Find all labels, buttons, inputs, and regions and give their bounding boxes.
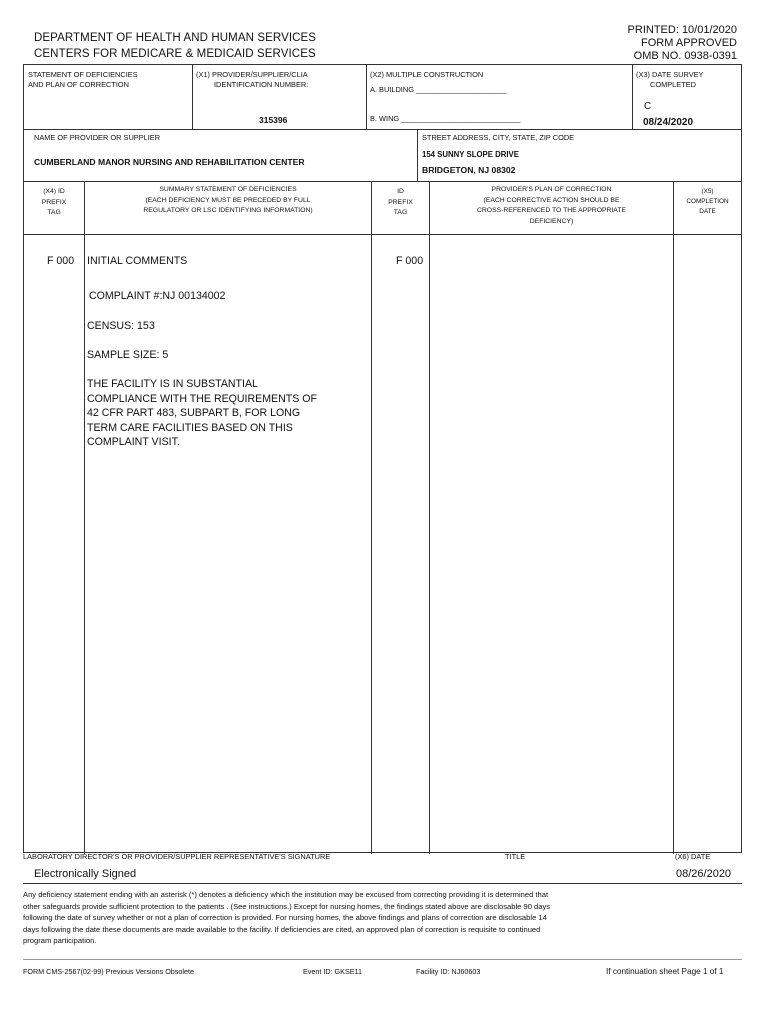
deficiency-form [23,64,742,853]
form-approved: FORM APPROVED [641,37,737,49]
signature-label: LABORATORY DIRECTOR'S OR PROVIDER/SUPPLIER REPRESENTATIVE'S SIGNATURE [23,852,331,861]
statement-label-1: STATEMENT OF DEFICIENCIES [28,70,138,79]
provider-street: 154 SUNNY SLOPE DRIVE [422,150,519,159]
x2-building: A. BUILDING ______________________ [370,85,507,94]
printed-date: PRINTED: 10/01/2020 [627,24,737,36]
x2-label: (X2) MULTIPLE CONSTRUCTION [370,70,484,79]
plan-header: PROVIDER'S PLAN OF CORRECTION (EACH CORRECTIVE ACTION SHOULD BE CROSS-REFERENCED TO THE APPROPRIATE DEFICIENCY) [476,186,627,225]
event-id: Event ID: GKSE11 [303,967,362,976]
disclosure-footnote: Any deficiency statement ending with an asterisk (*) denotes a deficiency which the institution may be excused from correcting providing it is determined that other safeguards provide sufficient protection to the patients . (See instructions.) Except for nursing homes, the findings stated above are disclosable 90 days following the date of survey whether or not a plan of correction is provided. For nursing homes, the above findings and plans of correction are disclosable 14 days following the date these documents are made available to the facility. If deficiencies are cited, an approved plan of correction is requisite to continued program participation. [23,890,551,946]
title-label: TITLE [505,852,526,861]
agency-line-2: CENTERS FOR MEDICARE & MEDICAID SERVICES [34,48,316,60]
x3-code: C [644,101,652,112]
statement-label-2: AND PLAN OF CORRECTION [28,80,130,89]
provider-name: CUMBERLAND MANOR NURSING AND REHABILITATION CENTER [34,157,305,167]
complaint-number: COMPLAINT #:NJ 00134002 [89,290,226,302]
x2-wing: B. WING _____________________________ [370,114,521,123]
x3-label-1: (X3) DATE SURVEY [636,70,704,79]
form-number: FORM CMS-2567(02-99) Previous Versions Obsolete [23,967,194,976]
x1-label-1: (X1) PROVIDER/SUPPLIER/CLIA [196,70,308,79]
id-prefix-header: ID PREFIX TAG [388,188,413,216]
provider-name-label: NAME OF PROVIDER OR SUPPLIER [34,133,161,142]
entry-title: INITIAL COMMENTS [87,255,188,267]
x3-survey-date: 08/24/2020 [643,117,694,128]
x5-header: (X5) COMPLETION DATE [686,188,729,215]
tag-prefix-left: F 000 [47,255,75,267]
finding-text: THE FACILITY IS IN SUBSTANTIAL COMPLIANCE WITH THE REQUIREMENTS OF 42 CFR PART 483, SUBPART B, FOR LONG TERM CARE FACILITIES BASED ON THIS COMPLAINT VISIT. [87,378,317,449]
x1-provider-number: 315396 [259,115,288,125]
facility-id: Facility ID: NJ60603 [416,967,481,976]
tag-prefix-right: F 000 [396,255,424,267]
electronic-signature: Electronically Signed [34,868,137,880]
census: CENSUS: 153 [87,320,155,332]
provider-city: BRIDGETON, NJ 08302 [422,165,516,175]
sample-size: SAMPLE SIZE: 5 [87,349,169,361]
x4-header: (X4) ID PREFIX TAG [41,188,67,216]
agency-line-1: DEPARTMENT OF HEALTH AND HUMAN SERVICES [34,32,317,44]
signature-date: 08/26/2020 [676,868,732,880]
page-indicator: If continuation sheet Page 1 of 1 [606,967,724,976]
x3-label-2: COMPLETED [650,80,696,89]
date-label: (X6) DATE [675,852,711,861]
summary-header: SUMMARY STATEMENT OF DEFICIENCIES (EACH DEFICIENCY MUST BE PRECEDED BY FULL REGULATORY OR LSC IDENTIFYING INFORMATION) [143,186,313,214]
omb-number: OMB NO. 0938-0391 [633,50,737,62]
address-label: STREET ADDRESS, CITY, STATE, ZIP CODE [422,133,575,142]
x1-label-2: IDENTIFICATION NUMBER: [214,80,309,89]
